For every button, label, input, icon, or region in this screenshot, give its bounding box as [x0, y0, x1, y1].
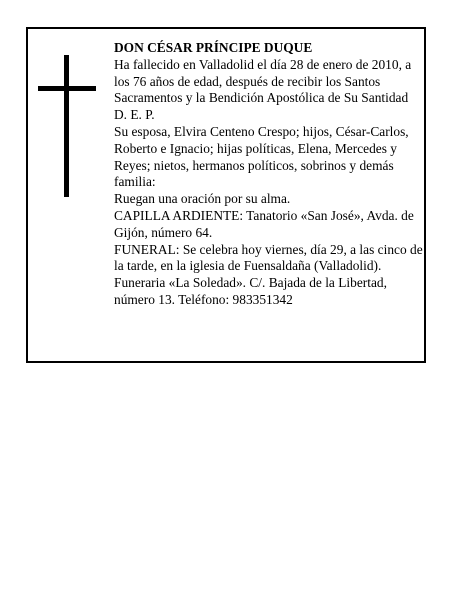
deceased-name: DON CÉSAR PRÍNCIPE DUQUE [114, 40, 313, 55]
obituary-notice [26, 27, 426, 363]
funeral-info: FUNERAL: Se celebra hoy viernes, día 29, a las cinco de la tarde, en la iglesia de Fuensaldaña (Valladolid). [114, 241, 423, 274]
chapel-info: CAPILLA ARDIENTE: Tanatorio «San José», Avda. de Gijón, número 64. [114, 207, 414, 240]
family-list: Su esposa, Elvira Centeno Crespo; hijos, César-Carlos, Roberto e Ignacio; hijas políticas, Elena, Mercedes y Reyes; nietos, hermanos políticos, sobrinos y demás familia: [114, 123, 409, 190]
cross-horizontal-bar [38, 86, 96, 91]
notice-body [114, 40, 426, 309]
cross-icon [38, 55, 96, 197]
prayer-request: Ruegan una oración por su alma. [114, 191, 291, 207]
cross-vertical-bar [64, 55, 69, 197]
rest-in-peace: D. E. P. [114, 107, 155, 123]
funeral-home-info: Funeraria «La Soledad». C/. Bajada de la Libertad, número 13. Teléfono: 983351342 [114, 275, 387, 307]
death-announcement: Ha fallecido en Valladolid el día 28 de enero de 2010, a los 76 años de edad, después de recibir los Santos Sacramentos y la Bendición Apostólica de Su Santidad [114, 56, 412, 106]
